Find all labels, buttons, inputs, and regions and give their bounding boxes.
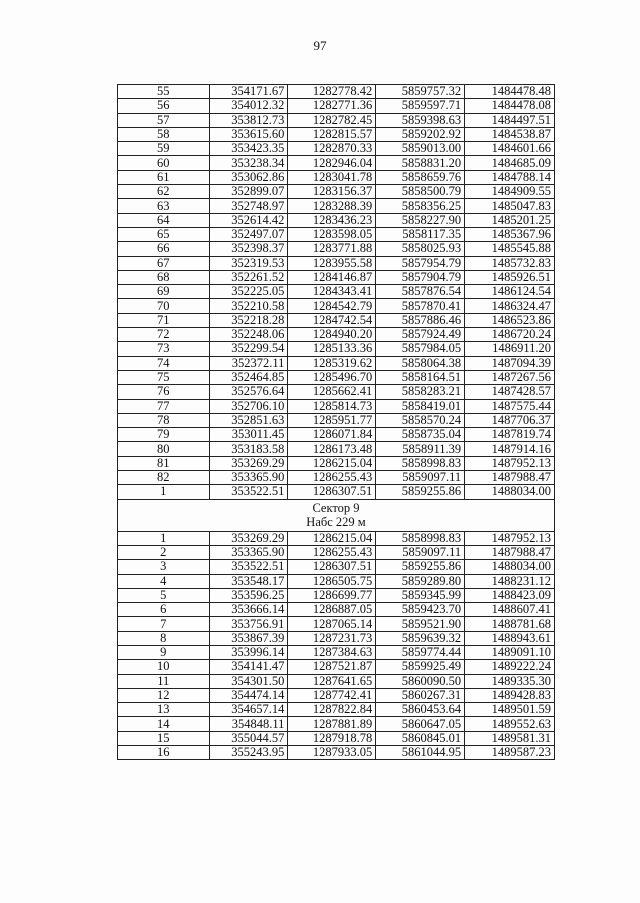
point-number-cell: 14: [118, 717, 210, 731]
table-row: [118, 645, 555, 659]
table-row: [118, 574, 555, 588]
point-number-cell: 68: [118, 270, 210, 284]
point-number-cell: 10: [118, 660, 210, 674]
table-row: [118, 717, 555, 731]
coord-x2-cell: 5858164.51: [376, 370, 465, 384]
coord-x-cell: 354848.11: [209, 717, 288, 731]
coord-x-cell: 352225.05: [209, 285, 288, 299]
coord-x-cell: 352497.07: [209, 227, 288, 241]
coord-x-cell: 352299.54: [209, 342, 288, 356]
table-row: [118, 99, 555, 113]
table-section-2: [118, 531, 555, 760]
point-number-cell: 63: [118, 199, 210, 213]
coord-y2-cell: 1484478.08: [465, 99, 555, 113]
table-row: [118, 731, 555, 745]
coord-x2-cell: 5859345.99: [376, 588, 465, 602]
table-row: [118, 127, 555, 141]
point-number-cell: 67: [118, 256, 210, 270]
coord-x-cell: 353522.51: [209, 560, 288, 574]
table-row: [118, 674, 555, 688]
table-row: [118, 170, 555, 184]
coord-x-cell: 353615.60: [209, 127, 288, 141]
coord-y2-cell: 1487575.44: [465, 399, 555, 413]
coord-x-cell: 352218.28: [209, 313, 288, 327]
coord-x2-cell: 5859398.63: [376, 113, 465, 127]
coord-x-cell: 354474.14: [209, 688, 288, 702]
table-row: [118, 428, 555, 442]
coord-x-cell: 352748.97: [209, 199, 288, 213]
coord-x2-cell: 5857886.46: [376, 313, 465, 327]
coord-x2-cell: 5859639.32: [376, 631, 465, 645]
point-number-cell: 64: [118, 213, 210, 227]
coord-y2-cell: 1489552.63: [465, 717, 555, 731]
point-number-cell: 73: [118, 342, 210, 356]
coord-y-cell: 1287065.14: [288, 617, 376, 631]
coord-y2-cell: 1484685.09: [465, 156, 555, 170]
coord-y2-cell: 1487988.47: [465, 545, 555, 559]
table-row: [118, 142, 555, 156]
coord-x-cell: 352248.06: [209, 328, 288, 342]
table-row: [118, 313, 555, 327]
coord-x2-cell: 5858735.04: [376, 428, 465, 442]
coord-y-cell: 1286071.84: [288, 428, 376, 442]
coord-x2-cell: 5859757.32: [376, 85, 465, 99]
table-row: [118, 413, 555, 427]
coord-x2-cell: 5859255.86: [376, 560, 465, 574]
coord-y-cell: 1282815.57: [288, 127, 376, 141]
coord-y2-cell: 1488423.09: [465, 588, 555, 602]
coord-x-cell: 353756.91: [209, 617, 288, 631]
coord-y-cell: 1287918.78: [288, 731, 376, 745]
table-row: [118, 399, 555, 413]
sector-header: [118, 499, 555, 531]
coord-x-cell: 352372.11: [209, 356, 288, 370]
table-row: [118, 485, 555, 499]
coord-y2-cell: 1488943.61: [465, 631, 555, 645]
coord-x2-cell: 5857984.05: [376, 342, 465, 356]
coord-y2-cell: 1487094.39: [465, 356, 555, 370]
coord-x-cell: 354141.47: [209, 660, 288, 674]
coord-y-cell: 1287742.41: [288, 688, 376, 702]
coord-x2-cell: 5859774.44: [376, 645, 465, 659]
table-row: [118, 746, 555, 760]
point-number-cell: 80: [118, 442, 210, 456]
sector-header-row: [118, 499, 555, 531]
coord-y2-cell: 1485201.25: [465, 213, 555, 227]
coord-y2-cell: 1487428.57: [465, 385, 555, 399]
coord-x-cell: 355044.57: [209, 731, 288, 745]
coord-x-cell: 353423.35: [209, 142, 288, 156]
table-row: [118, 660, 555, 674]
point-number-cell: 8: [118, 631, 210, 645]
point-number-cell: 56: [118, 99, 210, 113]
coord-y-cell: 1286255.43: [288, 545, 376, 559]
coord-x-cell: 353238.34: [209, 156, 288, 170]
coord-x2-cell: 5857904.79: [376, 270, 465, 284]
coord-y-cell: 1283436.23: [288, 213, 376, 227]
coord-y2-cell: 1488231.12: [465, 574, 555, 588]
coord-x2-cell: 5859289.80: [376, 574, 465, 588]
coord-x-cell: 353596.25: [209, 588, 288, 602]
coord-x2-cell: 5858419.01: [376, 399, 465, 413]
coord-y2-cell: 1489587.23: [465, 746, 555, 760]
coord-y-cell: 1283288.39: [288, 199, 376, 213]
table-row: [118, 545, 555, 559]
sector-title: Сектор 9: [312, 501, 360, 516]
table-row: [118, 85, 555, 99]
coord-x2-cell: 5858500.79: [376, 185, 465, 199]
point-number-cell: 61: [118, 170, 210, 184]
coord-y-cell: 1285662.41: [288, 385, 376, 399]
coord-y2-cell: 1484909.55: [465, 185, 555, 199]
coord-y2-cell: 1487267.56: [465, 370, 555, 384]
point-number-cell: 74: [118, 356, 210, 370]
coord-x-cell: 354171.67: [209, 85, 288, 99]
coord-y2-cell: 1485926.51: [465, 270, 555, 284]
table-row: [118, 456, 555, 470]
point-number-cell: 65: [118, 227, 210, 241]
coord-y-cell: 1287881.89: [288, 717, 376, 731]
coord-x-cell: 352706.10: [209, 399, 288, 413]
coord-x2-cell: 5859925.49: [376, 660, 465, 674]
point-number-cell: 6: [118, 603, 210, 617]
coord-y-cell: 1284742.54: [288, 313, 376, 327]
coord-y-cell: 1282778.42: [288, 85, 376, 99]
coord-x2-cell: 5858025.93: [376, 242, 465, 256]
coord-x-cell: 354012.32: [209, 99, 288, 113]
coord-x-cell: 353996.14: [209, 645, 288, 659]
coord-y-cell: 1284343.41: [288, 285, 376, 299]
table-row: [118, 356, 555, 370]
coord-x-cell: 352851.63: [209, 413, 288, 427]
coord-y-cell: 1284146.87: [288, 270, 376, 284]
coord-y2-cell: 1484538.87: [465, 127, 555, 141]
table-row: [118, 560, 555, 574]
table-row: [118, 242, 555, 256]
coord-x-cell: 353522.51: [209, 485, 288, 499]
table-row: [118, 588, 555, 602]
coord-y2-cell: 1484788.14: [465, 170, 555, 184]
table-row: [118, 328, 555, 342]
coord-y-cell: 1283598.05: [288, 227, 376, 241]
point-number-cell: 82: [118, 471, 210, 485]
table-row: [118, 270, 555, 284]
point-number-cell: 5: [118, 588, 210, 602]
table-row: [118, 603, 555, 617]
table-row: [118, 256, 555, 270]
coord-y-cell: 1283771.88: [288, 242, 376, 256]
coord-x-cell: 352319.53: [209, 256, 288, 270]
page-number: 97: [313, 38, 327, 53]
point-number-cell: 3: [118, 560, 210, 574]
coord-y-cell: 1287231.73: [288, 631, 376, 645]
coord-y-cell: 1286699.77: [288, 588, 376, 602]
sector-header-cell: [118, 499, 555, 531]
table-section-1: [118, 85, 555, 500]
coord-y2-cell: 1489335.30: [465, 674, 555, 688]
coord-y2-cell: 1488607.41: [465, 603, 555, 617]
coord-y2-cell: 1486324.47: [465, 299, 555, 313]
coord-y2-cell: 1488781.68: [465, 617, 555, 631]
sector-height: Набс 229 м: [306, 515, 366, 530]
point-number-cell: 66: [118, 242, 210, 256]
table-row: [118, 299, 555, 313]
point-number-cell: 75: [118, 370, 210, 384]
coord-y-cell: 1286307.51: [288, 485, 376, 499]
point-number-cell: 72: [118, 328, 210, 342]
coord-x2-cell: 5861044.95: [376, 746, 465, 760]
coord-y2-cell: 1489091.10: [465, 645, 555, 659]
coord-y2-cell: 1487952.13: [465, 456, 555, 470]
coord-y2-cell: 1489428.83: [465, 688, 555, 702]
coord-y2-cell: 1487819.74: [465, 428, 555, 442]
coord-y2-cell: 1487914.16: [465, 442, 555, 456]
table-row: [118, 442, 555, 456]
coord-x2-cell: 5859097.11: [376, 545, 465, 559]
point-number-cell: 7: [118, 617, 210, 631]
coord-x-cell: 354657.14: [209, 703, 288, 717]
coord-x2-cell: 5858283.21: [376, 385, 465, 399]
table-row: [118, 385, 555, 399]
coord-x2-cell: 5858998.83: [376, 456, 465, 470]
coord-x2-cell: 5860267.31: [376, 688, 465, 702]
coord-x-cell: 353548.17: [209, 574, 288, 588]
coord-x2-cell: 5859255.86: [376, 485, 465, 499]
coord-x-cell: 352576.64: [209, 385, 288, 399]
coord-y2-cell: 1484601.66: [465, 142, 555, 156]
coord-x2-cell: 5860647.05: [376, 717, 465, 731]
coord-x2-cell: 5857876.54: [376, 285, 465, 299]
coord-x-cell: 353812.73: [209, 113, 288, 127]
point-number-cell: 69: [118, 285, 210, 299]
coord-x2-cell: 5858570.24: [376, 413, 465, 427]
coord-y2-cell: 1485545.88: [465, 242, 555, 256]
coord-x2-cell: 5859597.71: [376, 99, 465, 113]
point-number-cell: 4: [118, 574, 210, 588]
coord-y2-cell: 1489222.24: [465, 660, 555, 674]
coord-y-cell: 1282870.33: [288, 142, 376, 156]
point-number-cell: 60: [118, 156, 210, 170]
table-row: [118, 471, 555, 485]
table-row: [118, 199, 555, 213]
coord-y2-cell: 1488034.00: [465, 560, 555, 574]
coord-y-cell: 1287822.84: [288, 703, 376, 717]
coord-x2-cell: 5859423.70: [376, 603, 465, 617]
coord-x-cell: 353666.14: [209, 603, 288, 617]
point-number-cell: 59: [118, 142, 210, 156]
coord-y-cell: 1286307.51: [288, 560, 376, 574]
coord-x-cell: 352464.85: [209, 370, 288, 384]
coord-y2-cell: 1488034.00: [465, 485, 555, 499]
table-row: [118, 370, 555, 384]
coord-y-cell: 1285951.77: [288, 413, 376, 427]
coord-y-cell: 1286255.43: [288, 471, 376, 485]
coord-y-cell: 1287641.65: [288, 674, 376, 688]
point-number-cell: 16: [118, 746, 210, 760]
coord-y2-cell: 1484497.51: [465, 113, 555, 127]
coord-x2-cell: 5859521.90: [376, 617, 465, 631]
point-number-cell: 62: [118, 185, 210, 199]
coord-x-cell: 353062.86: [209, 170, 288, 184]
coord-y-cell: 1285496.70: [288, 370, 376, 384]
coord-x-cell: 353867.39: [209, 631, 288, 645]
coord-y-cell: 1287521.87: [288, 660, 376, 674]
point-number-cell: 1: [118, 531, 210, 545]
coord-x-cell: 353269.29: [209, 531, 288, 545]
point-number-cell: 9: [118, 645, 210, 659]
coord-y-cell: 1284542.79: [288, 299, 376, 313]
point-number-cell: 58: [118, 127, 210, 141]
coord-x-cell: 353365.90: [209, 545, 288, 559]
coord-y-cell: 1283955.58: [288, 256, 376, 270]
point-number-cell: 70: [118, 299, 210, 313]
coord-y2-cell: 1487988.47: [465, 471, 555, 485]
point-number-cell: 1: [118, 485, 210, 499]
coord-x2-cell: 5858227.90: [376, 213, 465, 227]
coord-x-cell: 353269.29: [209, 456, 288, 470]
coord-x-cell: 352261.52: [209, 270, 288, 284]
table-row: [118, 156, 555, 170]
coord-y-cell: 1284940.20: [288, 328, 376, 342]
coord-x-cell: 353011.45: [209, 428, 288, 442]
point-number-cell: 77: [118, 399, 210, 413]
coord-y-cell: 1285319.62: [288, 356, 376, 370]
coord-y-cell: 1287933.05: [288, 746, 376, 760]
coord-y2-cell: 1485732.83: [465, 256, 555, 270]
coord-x2-cell: 5858356.25: [376, 199, 465, 213]
coord-x2-cell: 5859202.92: [376, 127, 465, 141]
coord-y-cell: 1282782.45: [288, 113, 376, 127]
coord-y-cell: 1283041.78: [288, 170, 376, 184]
coord-y-cell: 1283156.37: [288, 185, 376, 199]
point-number-cell: 78: [118, 413, 210, 427]
coord-y-cell: 1286173.48: [288, 442, 376, 456]
table-row: [118, 113, 555, 127]
coord-y-cell: 1286215.04: [288, 531, 376, 545]
coord-x2-cell: 5858831.20: [376, 156, 465, 170]
coord-y-cell: 1285133.36: [288, 342, 376, 356]
coord-y2-cell: 1486523.86: [465, 313, 555, 327]
table-row: [118, 213, 555, 227]
point-number-cell: 15: [118, 731, 210, 745]
coord-x2-cell: 5860453.64: [376, 703, 465, 717]
coord-y-cell: 1285814.73: [288, 399, 376, 413]
table-row: [118, 227, 555, 241]
coord-y2-cell: 1486124.54: [465, 285, 555, 299]
coord-y-cell: 1282771.36: [288, 99, 376, 113]
coord-y2-cell: 1489581.31: [465, 731, 555, 745]
coord-y2-cell: 1489501.59: [465, 703, 555, 717]
coord-x-cell: 352210.58: [209, 299, 288, 313]
point-number-cell: 13: [118, 703, 210, 717]
point-number-cell: 81: [118, 456, 210, 470]
point-number-cell: 57: [118, 113, 210, 127]
point-number-cell: 71: [118, 313, 210, 327]
coord-y-cell: 1282946.04: [288, 156, 376, 170]
point-number-cell: 55: [118, 85, 210, 99]
table-row: [118, 185, 555, 199]
table-row: [118, 631, 555, 645]
coord-x2-cell: 5858911.39: [376, 442, 465, 456]
coord-x2-cell: 5857870.41: [376, 299, 465, 313]
coord-y2-cell: 1487706.37: [465, 413, 555, 427]
coord-x2-cell: 5858659.76: [376, 170, 465, 184]
coord-x2-cell: 5860845.01: [376, 731, 465, 745]
coord-x-cell: 355243.95: [209, 746, 288, 760]
coord-x2-cell: 5857924.49: [376, 328, 465, 342]
table-row: [118, 531, 555, 545]
coord-y2-cell: 1487952.13: [465, 531, 555, 545]
table-row: [118, 617, 555, 631]
coord-x2-cell: 5860090.50: [376, 674, 465, 688]
point-number-cell: 2: [118, 545, 210, 559]
coord-x2-cell: 5859013.00: [376, 142, 465, 156]
coord-y2-cell: 1486911.20: [465, 342, 555, 356]
coord-y-cell: 1286215.04: [288, 456, 376, 470]
coordinates-table: [117, 84, 555, 760]
table-row: [118, 285, 555, 299]
coord-y2-cell: 1484478.48: [465, 85, 555, 99]
point-number-cell: 79: [118, 428, 210, 442]
coord-x-cell: 353183.58: [209, 442, 288, 456]
coord-x-cell: 353365.90: [209, 471, 288, 485]
coord-x-cell: 352614.42: [209, 213, 288, 227]
table-row: [118, 703, 555, 717]
point-number-cell: 12: [118, 688, 210, 702]
coord-y2-cell: 1485047.83: [465, 199, 555, 213]
coord-x2-cell: 5859097.11: [376, 471, 465, 485]
coord-y2-cell: 1486720.24: [465, 328, 555, 342]
coord-x-cell: 352899.07: [209, 185, 288, 199]
coord-x2-cell: 5858064.38: [376, 356, 465, 370]
point-number-cell: 11: [118, 674, 210, 688]
table-row: [118, 688, 555, 702]
coord-x2-cell: 5857954.79: [376, 256, 465, 270]
table-row: [118, 342, 555, 356]
coord-x2-cell: 5858998.83: [376, 531, 465, 545]
coord-x2-cell: 5858117.35: [376, 227, 465, 241]
coord-y-cell: 1286505.75: [288, 574, 376, 588]
coord-x-cell: 352398.37: [209, 242, 288, 256]
coord-y2-cell: 1485367.96: [465, 227, 555, 241]
coord-x-cell: 354301.50: [209, 674, 288, 688]
point-number-cell: 76: [118, 385, 210, 399]
coord-y-cell: 1286887.05: [288, 603, 376, 617]
coord-y-cell: 1287384.63: [288, 645, 376, 659]
